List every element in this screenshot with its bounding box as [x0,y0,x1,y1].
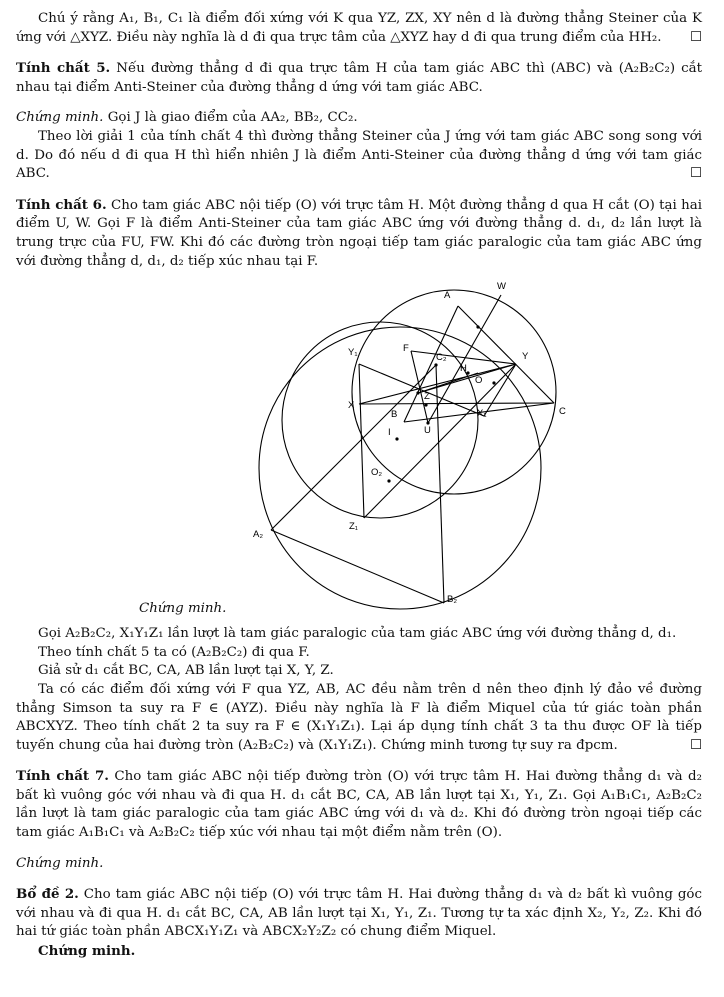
label-A2: A₂ [253,529,264,541]
property-6-proof-p1: Gọi A₂B₂C₂, X₁Y₁Z₁ lần lượt là tam giác paralogic của tam giác ABC ứng với đường thẳng d, d₁. [38,626,677,642]
label-Y1: Y₁ [348,347,358,359]
property-6-heading: Tính chất 6. [16,196,107,213]
label-C2: C₂ [436,352,447,364]
label-U: U [424,425,431,437]
label-C: C [559,406,566,418]
property-6-statement: Cho tam giác ABC nội tiếp (O) với trực tâm H. Một đường thẳng d qua H cắt (O) tại hai điểm U, W. Gọi F là điểm Anti-Steiner của tam giác ABC ứng với đường thẳng d. d₁, d₂ lần lượt là trung trực của FU, FW. Khi đó các đường tròn ngoại tiếp tam giác paralogic của tam giác ABC ứng với đường thẳng d, d₁, d₂ tiếp xúc nhau tại F. [16,197,703,269]
label-B2: B₂ [447,594,458,606]
point-O2 [387,480,390,483]
property-5-proof-body: Theo lời giải 1 của tính chất 4 thì đường thẳng Steiner của J ứng với tam giác ABC song song với d. Do đó nếu d đi qua H thì hiển nhiên J là điểm Anti-Steiner của đường thẳng d ứng với tam giác ABC. ☐ [16,128,702,184]
property-6-proof-p3: Giả sử d₁ cắt BC, CA, AB lần lượt tại X, Y, Z. [38,663,334,679]
qed-box: ☐ [689,166,702,182]
lemma-2-proof-label: Chứng minh. [38,943,136,960]
label-F: F [403,343,409,355]
property-7-heading: Tính chất 7. [16,768,109,785]
lemma-2-heading: Bổ đề 2. [16,886,79,903]
property-7-proof-label: Chứng minh. [16,855,104,871]
intro-paragraph: Chú ý rằng A₁, B₁, C₁ là điểm đối xứng với K qua YZ, ZX, XY nên d là đường thẳng Steiner của K ứng với △XYZ. Điều này nghĩa là d đi qua trực tâm của △XYZ hay d đi qua trung điểm của HH₂. ☐ [16,10,702,47]
label-Y: Y [522,351,529,363]
property-5 [16,59,702,97]
label-O: O [475,375,483,387]
label-O2: O₂ [371,467,383,479]
label-W: W [497,281,506,293]
proof-label: Chứng minh. [139,601,227,617]
lemma-2 [16,885,702,942]
qed-box: ☐ [689,737,702,753]
label-X: X [348,400,355,412]
label-Z1: Z₁ [349,521,359,533]
property-7 [16,767,702,842]
property-6 [16,196,702,271]
label-Z: Z [424,391,430,403]
label-H: H [460,363,467,375]
circle-O [352,290,556,494]
circle-I [282,322,478,518]
property-7-statement: Cho tam giác ABC nội tiếp đường tròn (O) với trực tâm H. Hai đường thẳng d₁ và d₂ bất kì vuông góc với nhau và đi qua H. d₁ cắt BC, CA, AB lần lượt tại X₁, Y₁, Z₁. Gọi A₁B₁C₁, A₂B₂C₂ lần lượt là tam giác paralogic của tam giác ABC ứng với d₁ và d₂. Khi đó đường tròn ngoại tiếp các tam giác A₁B₁C₁ và A₂B₂C₂ tiếp xúc với nhau tại một điểm nằm trên (O). [16,769,702,841]
geometry-diagram [16,275,702,625]
lemma-2-statement: Cho tam giác ABC nội tiếp (O) với trực tâm H. Hai đường thẳng d₁ và d₂ bất kì vuông góc với nhau và đi qua H. d₁ cắt BC, CA, AB lần lượt tại X₁, Y₁, Z₁. Tương tự ta xác định X₂, Y₂, Z₂. Khi đó hai tứ giác toàn phần ABCX₁Y₁Z₁ và ABCX₂Y₂Z₂ có chung điểm Miquel. [16,887,702,940]
property-5-proof: Chứng minh. Gọi J là giao điểm của AA₂, BB₂, CC₂. [16,110,358,126]
geometry-figure [16,275,702,625]
label-X1: X₁ [477,408,487,420]
proof-label: Chứng minh. [16,110,104,126]
property-5-heading: Tính chất 5. [16,60,111,77]
property-6-proof-p2: Theo tính chất 5 ta có (A₂B₂C₂) đi qua F. [38,644,310,660]
point-I [395,438,398,441]
label-I: I [388,427,391,439]
label-B: B [391,409,398,421]
label-A: A [444,290,451,302]
property-6-proof-p4: Ta có các điểm đối xứng với F qua YZ, AB, AC đều nằm trên d nên theo định lý đảo về đường thẳng Simson ta suy ra F ∈ (AYZ). Điều này nghĩa là F là điểm Miquel của tứ giác toàn phần ABCXYZ. Theo tính chất 2 ta suy ra F ∈ (X₁Y₁Z₁). Lại áp dụng tính chất 3 ta thu được OF là tiếp tuyến chung của hai đường tròn (A₂B₂C₂) và (X₁Y₁Z₁). Chứng minh tương tự suy ra đpcm. ☐ [16,681,702,755]
qed-box: ☐ [689,29,702,45]
property-5-statement: Nếu đường thẳng d đi qua trực tâm H của tam giác ABC thì (ABC) và (A₂B₂C₂) cắt nhau tại điểm Anti-Steiner của đường thẳng d ứng với tam giác ABC. [16,61,702,95]
page-content [16,10,702,961]
